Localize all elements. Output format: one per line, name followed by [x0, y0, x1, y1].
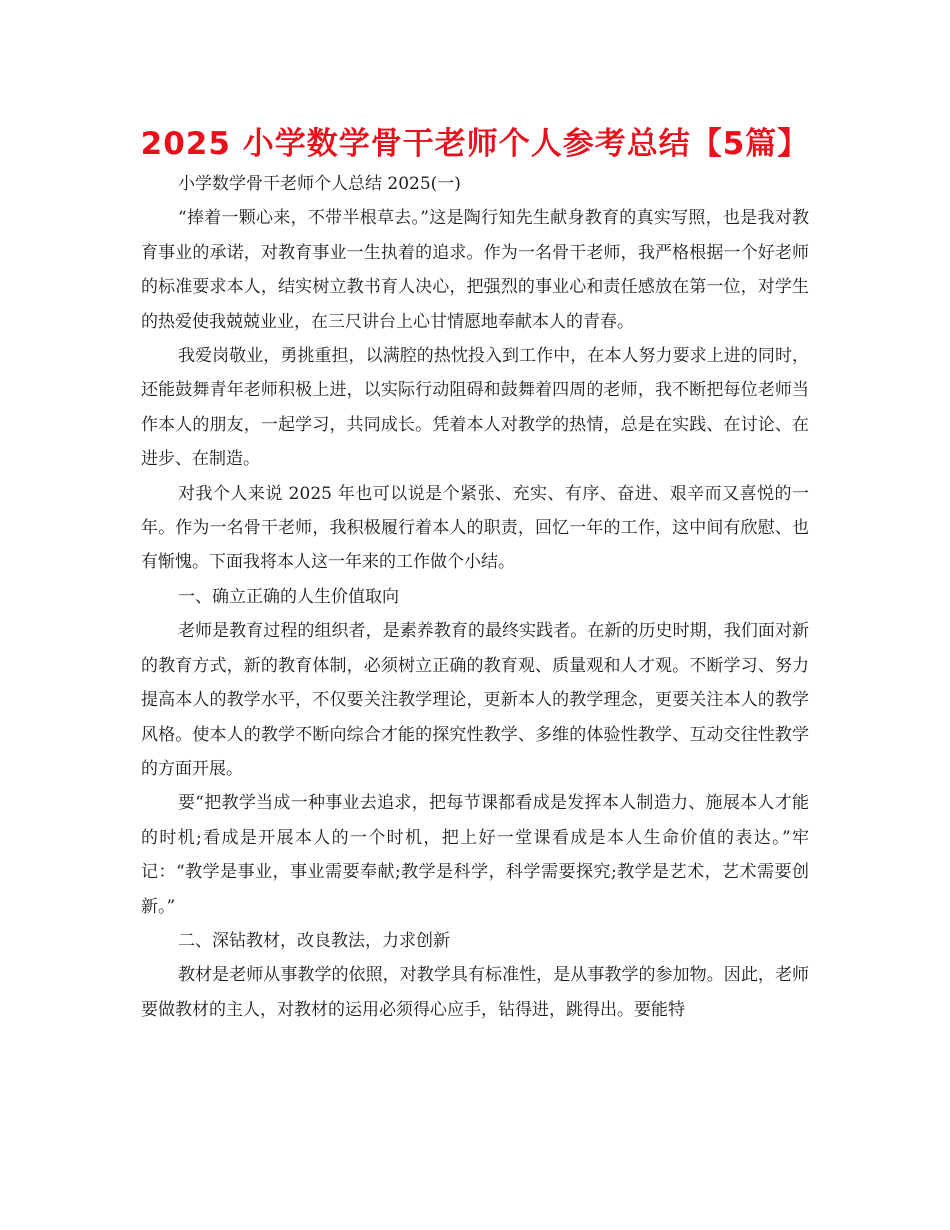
- paragraph-3: 对我个人来说 2025 年也可以说是个紧张、充实、有序、奋进、艰辛而又喜悦的一年。作为一名骨干老师，我积极履行着本人的职责，回忆一年的工作，这中间有欣慰、也有惭愧。下面我将本人这一年来的工作做个小结。: [141, 483, 809, 573]
- document-subtitle: 小学数学骨干老师个人总结 2025(一): [178, 174, 461, 194]
- document-title: 2025 小学数学骨干老师个人参考总结【5篇】: [140, 126, 810, 162]
- paragraph-1: “捧着一颗心来，不带半根草去。”这是陶行知先生献身教育的真实写照，也是我对教育事业的承诺，对教育事业一生执着的追求。作为一名骨干老师，我严格根据一个好老师的标准要求本人，结实树立教书育人决心，把强烈的事业心和责任感放在第一位，对学生的热爱使我兢兢业业，在三尺讲台上心甘情愿地奉献本人的青春。: [141, 208, 809, 332]
- section-heading-1: 一、确立正确的人生价值取向: [178, 586, 399, 607]
- document-body: [141, 167, 809, 1027]
- paragraph-6: 教材是老师从事教学的依照，对教学具有标准性，是从事教学的参加物。因此，老师要做教材的主人，对教材的运用必须得心应手，钻得进，跳得出。要能特: [141, 965, 809, 1020]
- paragraph-2: 我爱岗敬业，勇挑重担，以满腔的热忱投入到工作中，在本人努力要求上进的同时，还能鼓舞青年老师积极上进，以实际行动阻碍和鼓舞着四周的老师，我不断把每位老师当作本人的朋友，一起学习，共同成长。凭着本人对教学的热情，总是在实践、在讨论、在进步、在制造。: [141, 346, 809, 470]
- paragraph-5: 要“把教学当成一种事业去追求，把每节课都看成是发挥本人制造力、施展本人才能的时机;看成是开展本人的一个时机，把上好一堂课看成是本人生命价值的表达。”牢记：“教学是事业，事业需要奉献;教学是科学，科学需要探究;教学是艺术，艺术需要创新。”: [141, 793, 809, 917]
- section-heading-2: 二、深钻教材，改良教法，力求创新: [178, 930, 450, 951]
- paragraph-4: 老师是教育过程的组织者，是素养教育的最终实践者。在新的历史时期，我们面对新的教育方式，新的教育体制，必须树立正确的教育观、质量观和人才观。不断学习、努力提高本人的教学水平，不仅要关注教学理论，更新本人的教学理念，更要关注本人的教学风格。使本人的教学不断向综合才能的探究性教学、多维的体验性教学、互动交往性教学的方面开展。: [141, 621, 809, 779]
